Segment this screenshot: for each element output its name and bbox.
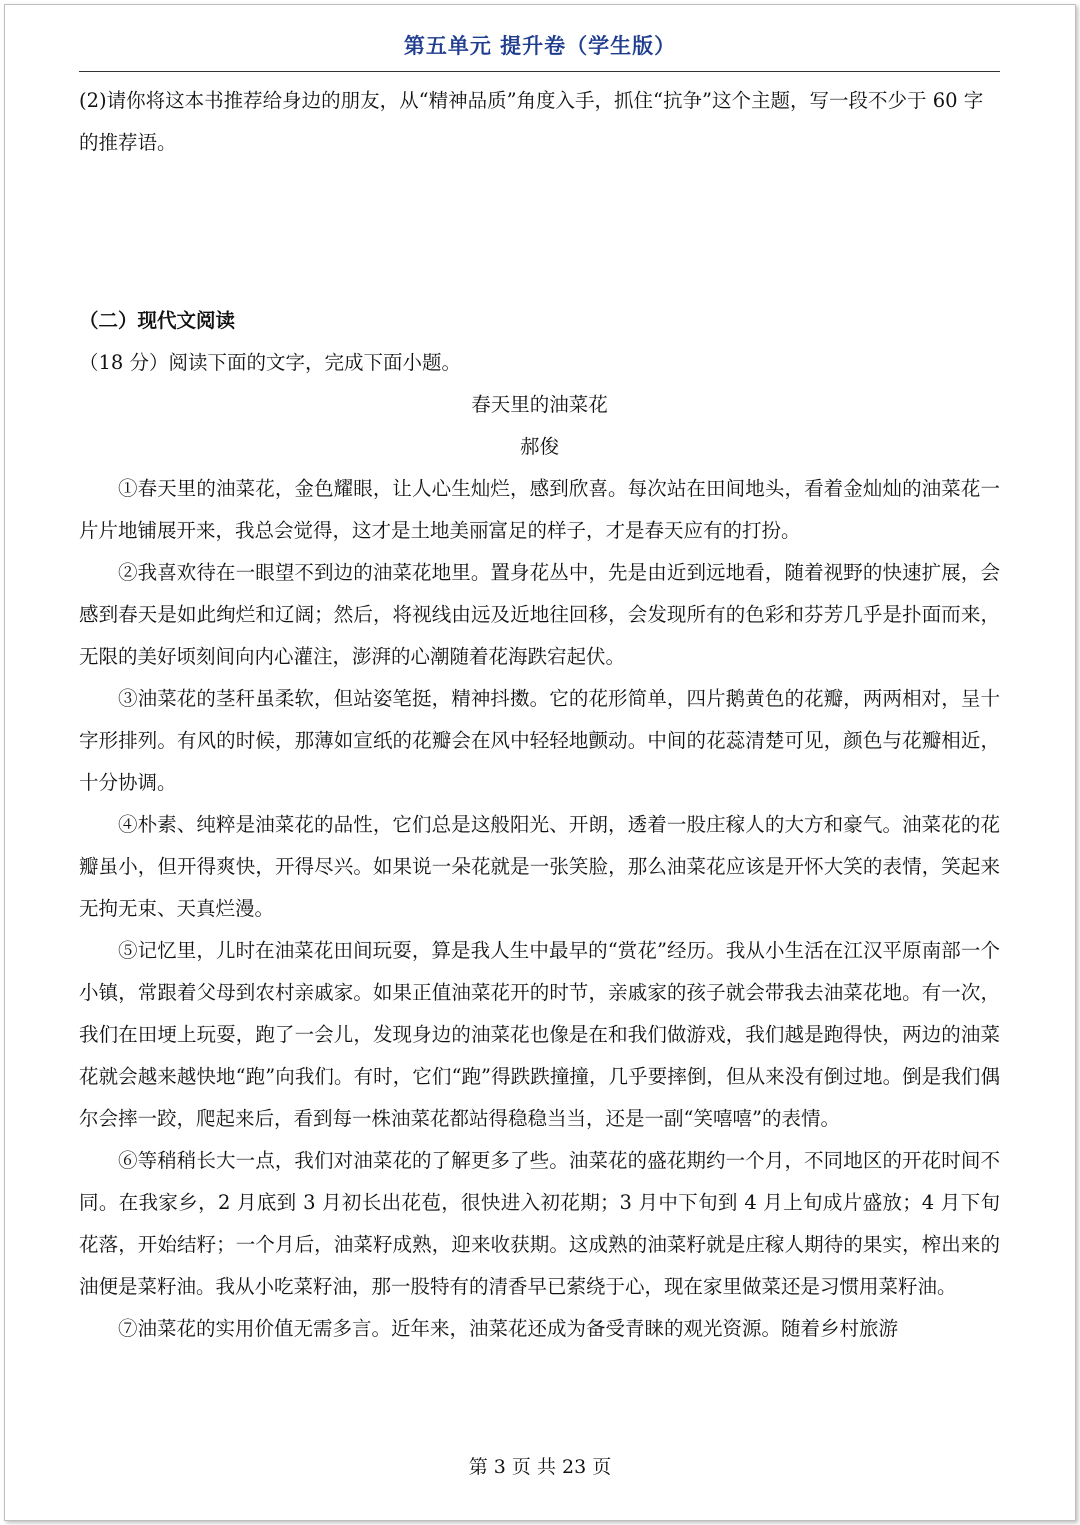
article-paragraph-4: ④朴素、纯粹是油菜花的品性，它们总是这般阳光、开朗，透着一股庄稼人的大方和豪气。油菜花的花瓣虽小，但开得爽快，开得尽兴。如果说一朵花就是一张笑脸，那么油菜花应该是开怀大笑的表情，笑起来无拘无束、天真烂漫。	[79, 813, 1000, 920]
article-author: 郝俊	[519, 435, 559, 458]
question-2-text: (2)请你将这本书推荐给身边的朋友，从“精神品质”角度入手，抓住“抗争”这个主题，写一段不少于 60 字的推荐语。	[79, 89, 984, 154]
article-paragraph-2: ②我喜欢待在一眼望不到边的油菜花地里。置身花丛中，先是由近到远地看，随着视野的快速扩展，会感到春天是如此绚烂和辽阔；然后，将视线由远及近地往回移，会发现所有的色彩和芬芳几乎是扑面而来，无限的美好顷刻间向内心灌注，澎湃的心潮随着花海跌宕起伏。	[79, 561, 1000, 668]
page-number: 第 3 页 共 23 页	[468, 1456, 612, 1478]
article-title: 春天里的油菜花	[471, 393, 608, 416]
section-heading: （二）现代文阅读	[79, 309, 236, 332]
article-paragraph-6: ⑥等稍稍长大一点，我们对油菜花的了解更多了些。油菜花的盛花期约一个月，不同地区的开花时间不同。在我家乡，2 月底到 3 月初长出花苞，很快进入初花期；3 月中下旬到 4 月上旬成片盛放；4 月下旬花落，开始结籽；一个月后，油菜籽成熟，迎来收获期。这成熟的油菜籽就是庄稼人期待的果实，榨出来的油便是菜籽油。我从小吃菜籽油，那一股特有的清香早已萦绕于心，现在家里做菜还是习惯用菜籽油。	[79, 1149, 1000, 1298]
page-content	[79, 80, 1000, 1350]
section-instruction: （18 分）阅读下面的文字，完成下面小题。	[79, 351, 462, 374]
article-paragraph-3: ③油菜花的茎秆虽柔软，但站姿笔挺，精神抖擞。它的花形简单，四片鹅黄色的花瓣，两两相对，呈十字形排列。有风的时候，那薄如宣纸的花瓣会在风中轻轻地颤动。中间的花蕊清楚可见，颜色与花瓣相近，十分协调。	[79, 687, 1000, 794]
article-paragraph-1: ①春天里的油菜花，金色耀眼，让人心生灿烂，感到欣喜。每次站在田间地头，看着金灿灿的油菜花一片片地铺展开来，我总会觉得，这才是土地美丽富足的样子，才是春天应有的打扮。	[79, 477, 1000, 542]
article-paragraph-5: ⑤记忆里，儿时在油菜花田间玩耍，算是我人生中最早的“赏花”经历。我从小生活在江汉平原南部一个小镇，常跟着父母到农村亲戚家。如果正值油菜花开的时节，亲戚家的孩子就会带我去油菜花地。有一次，我们在田埂上玩耍，跑了一会儿，发现身边的油菜花也像是在和我们做游戏，我们越是跑得快，两边的油菜花就会越来越快地“跑”向我们。有时，它们“跑”得跌跌撞撞，几乎要摔倒，但从来没有倒过地。倒是我们偶尔会摔一跤，爬起来后，看到每一株油菜花都站得稳稳当当，还是一副“笑嘻嘻”的表情。	[79, 939, 1000, 1130]
article-paragraph-7: ⑦油菜花的实用价值无需多言。近年来，油菜花还成为备受青睐的观光资源。随着乡村旅游	[118, 1317, 899, 1340]
header-title: 第五单元 提升卷（学生版）	[403, 34, 677, 58]
header-divider	[79, 71, 1000, 72]
